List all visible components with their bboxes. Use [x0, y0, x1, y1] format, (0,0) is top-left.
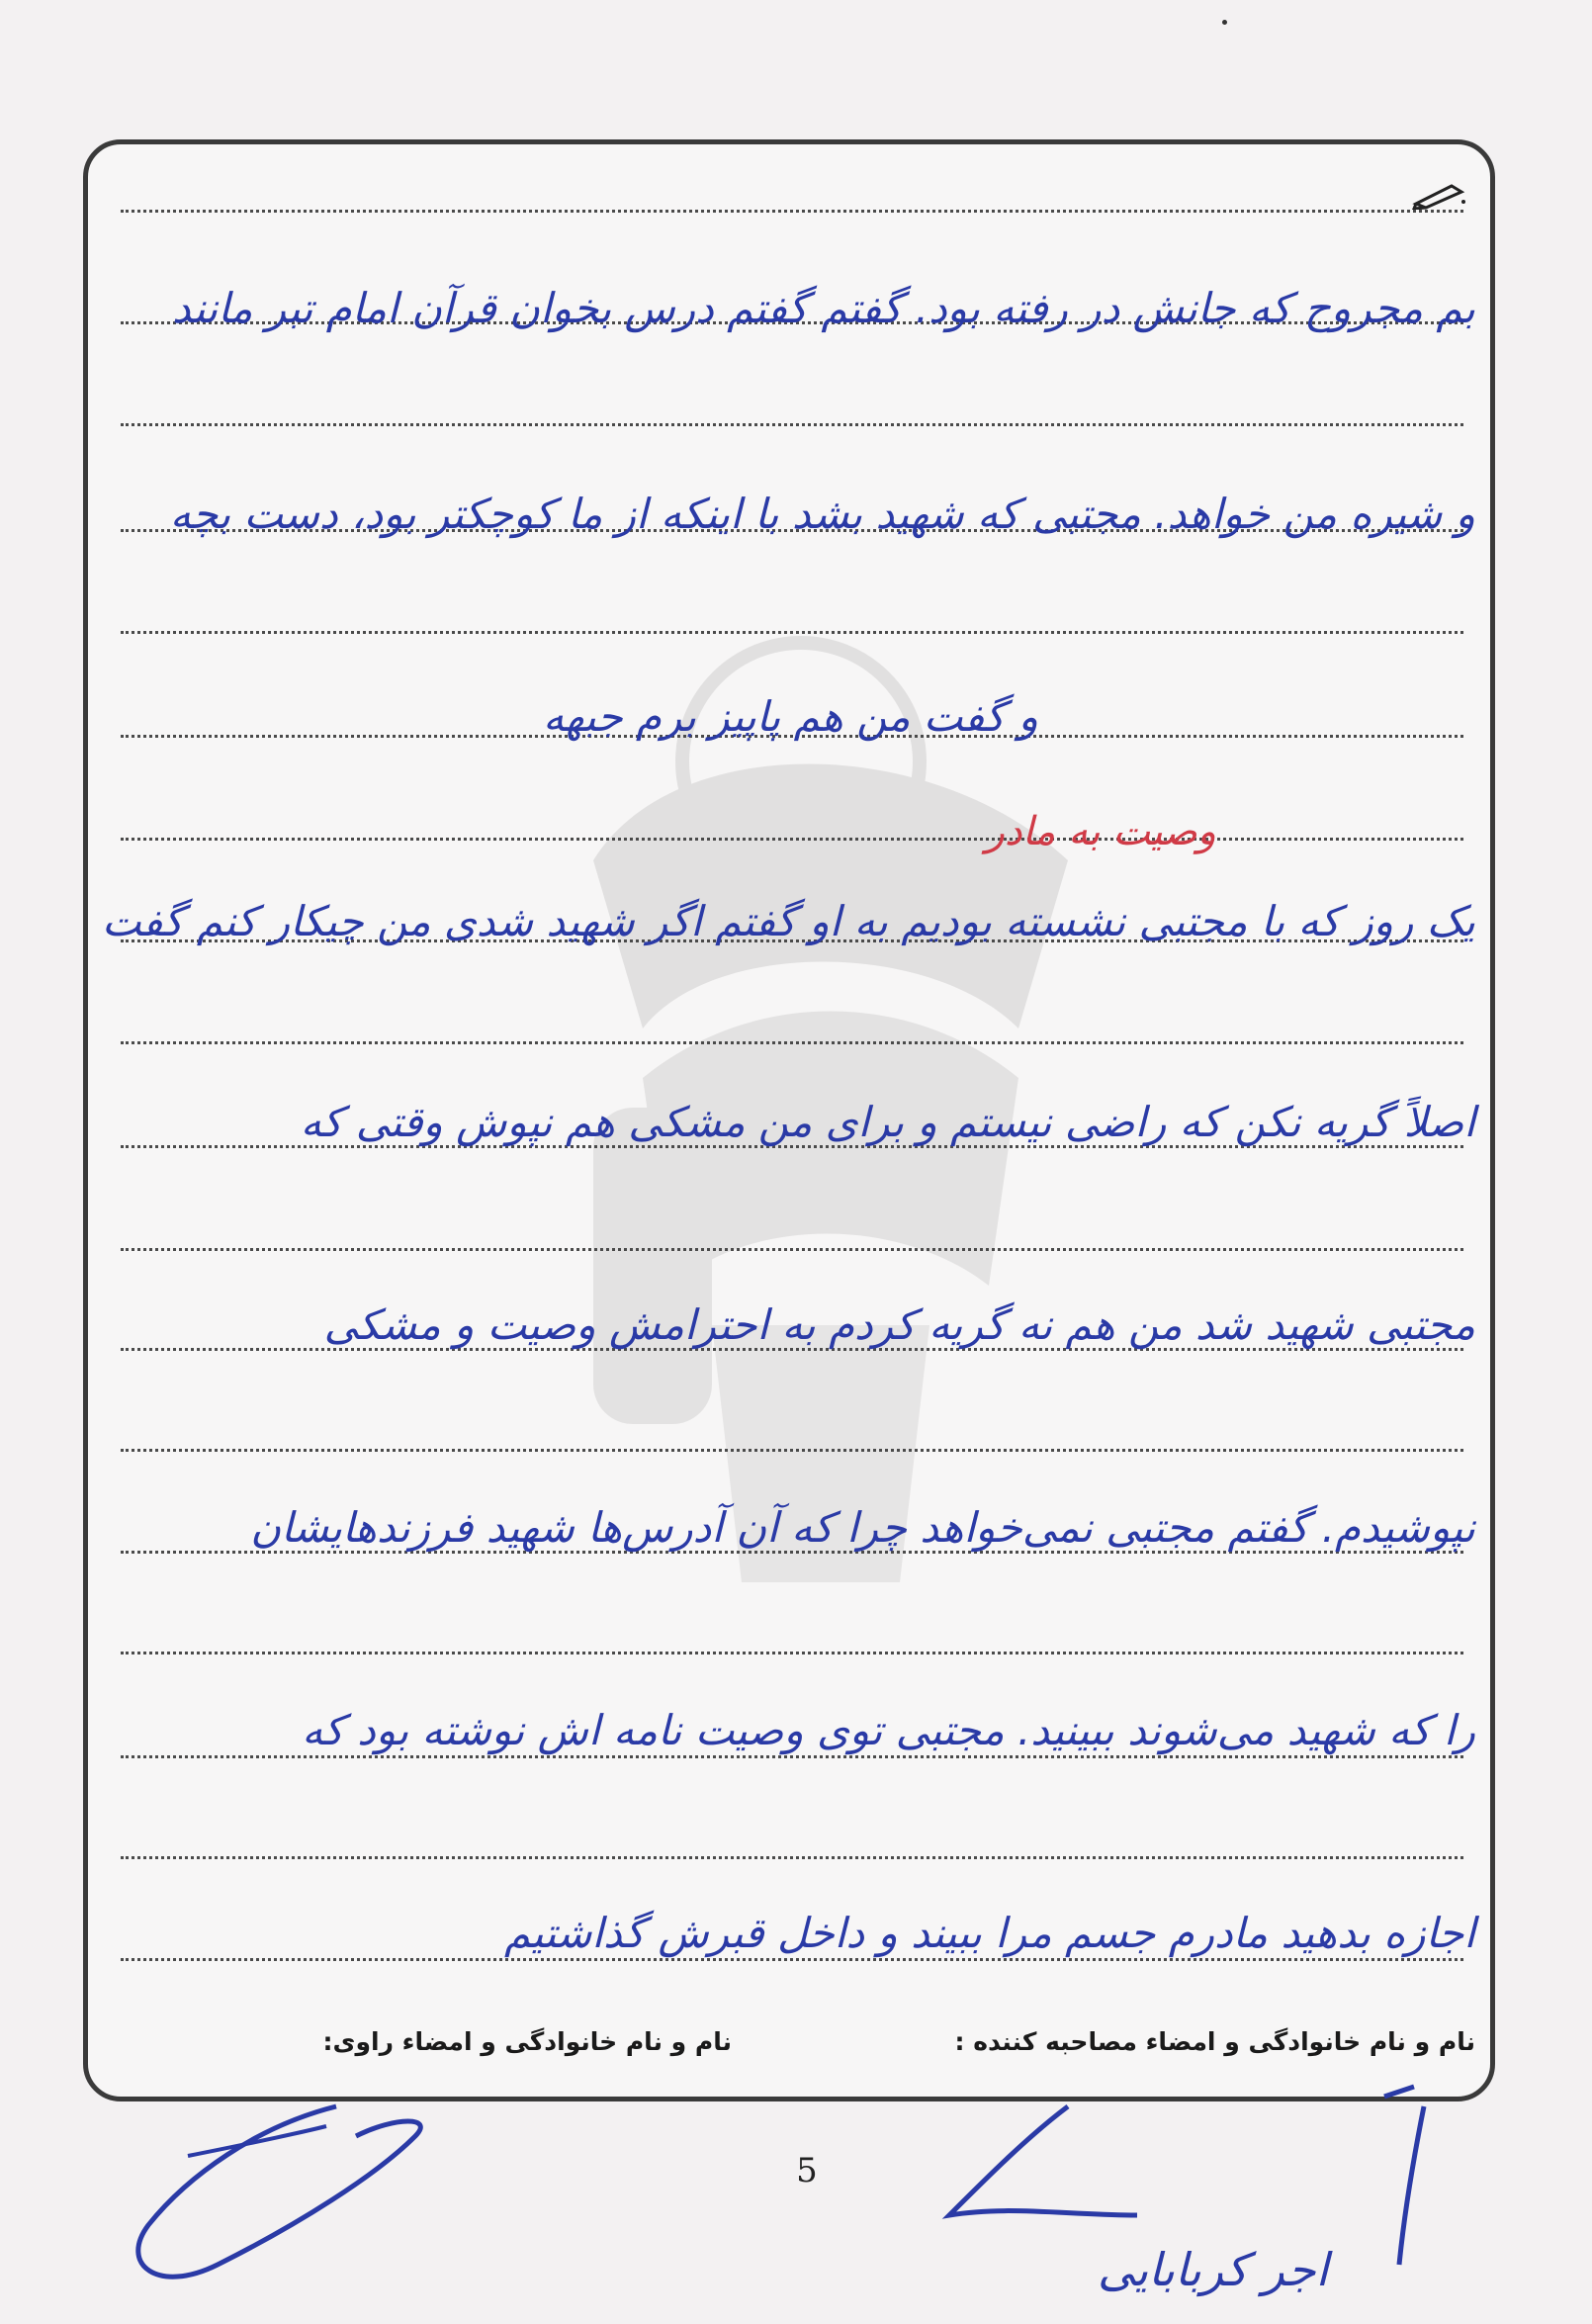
handwritten-line-1: بم مجروح که جانش در رفته بود. گفتم گفتم درس بخوان قرآن امام تبر مانند — [171, 284, 1475, 332]
narrator-signature-label: نام و نام خانوادگی و امضاء راوی: — [322, 2027, 732, 2056]
ruled-line — [121, 210, 1463, 213]
handwritten-line-2: و شیره من خواهد. مجتبی که شهید بشد با اینکه از ما کوچکتر بود، دست بچه — [169, 490, 1475, 538]
signature-scribbles — [0, 2067, 1592, 2324]
handwritten-line-5: اصلاً گریه نکن که راضی نیستم و برای من مشکی هم نپوش وقتی که — [300, 1098, 1475, 1146]
handwritten-line-7: نپوشیدم. گفتم مجتبی نمی‌خواهد چرا که آن آدرس‌ها شهید فرزندهایشان — [250, 1503, 1475, 1552]
signature-name: اجر کربابایی — [1098, 2243, 1329, 2296]
handwritten-line-9: اجازه بدهید مادرم جسم مرا ببیند و داخل قبرش گذاشتیم — [503, 1909, 1475, 1957]
ruled-line — [121, 838, 1463, 841]
ruled-line — [121, 423, 1463, 426]
handwritten-line-3: و گفت من هم پاپیز برم جبهه — [543, 692, 1038, 741]
page-number: 5 — [796, 2151, 818, 2190]
pen-icon — [1412, 180, 1467, 210]
ruled-line — [121, 1041, 1463, 1044]
ruled-line — [121, 1652, 1463, 1654]
ruled-line — [121, 1856, 1463, 1859]
stray-dot — [1222, 20, 1227, 25]
handwritten-line-6: مجتبی شهید شد من هم نه گریه کردم به احترامش وصیت و مشکی — [323, 1300, 1475, 1349]
handwritten-line-4: یک روز که با مجتبی نشسته بودیم به او گفتم اگر شهید شدی من چیکار کنم گفت — [102, 897, 1475, 945]
interviewer-signature-label: نام و نام خانوادگی و امضاء مصاحبه کننده : — [954, 2027, 1475, 2056]
red-heading: وصیت به مادر — [985, 809, 1216, 854]
handwritten-line-8: را که شهید می‌شوند ببینید. مجتبی توی وصیت نامه اش نوشته بود که — [302, 1706, 1475, 1754]
ruled-line — [121, 1449, 1463, 1452]
ruled-line — [121, 1248, 1463, 1251]
ruled-line — [121, 631, 1463, 634]
